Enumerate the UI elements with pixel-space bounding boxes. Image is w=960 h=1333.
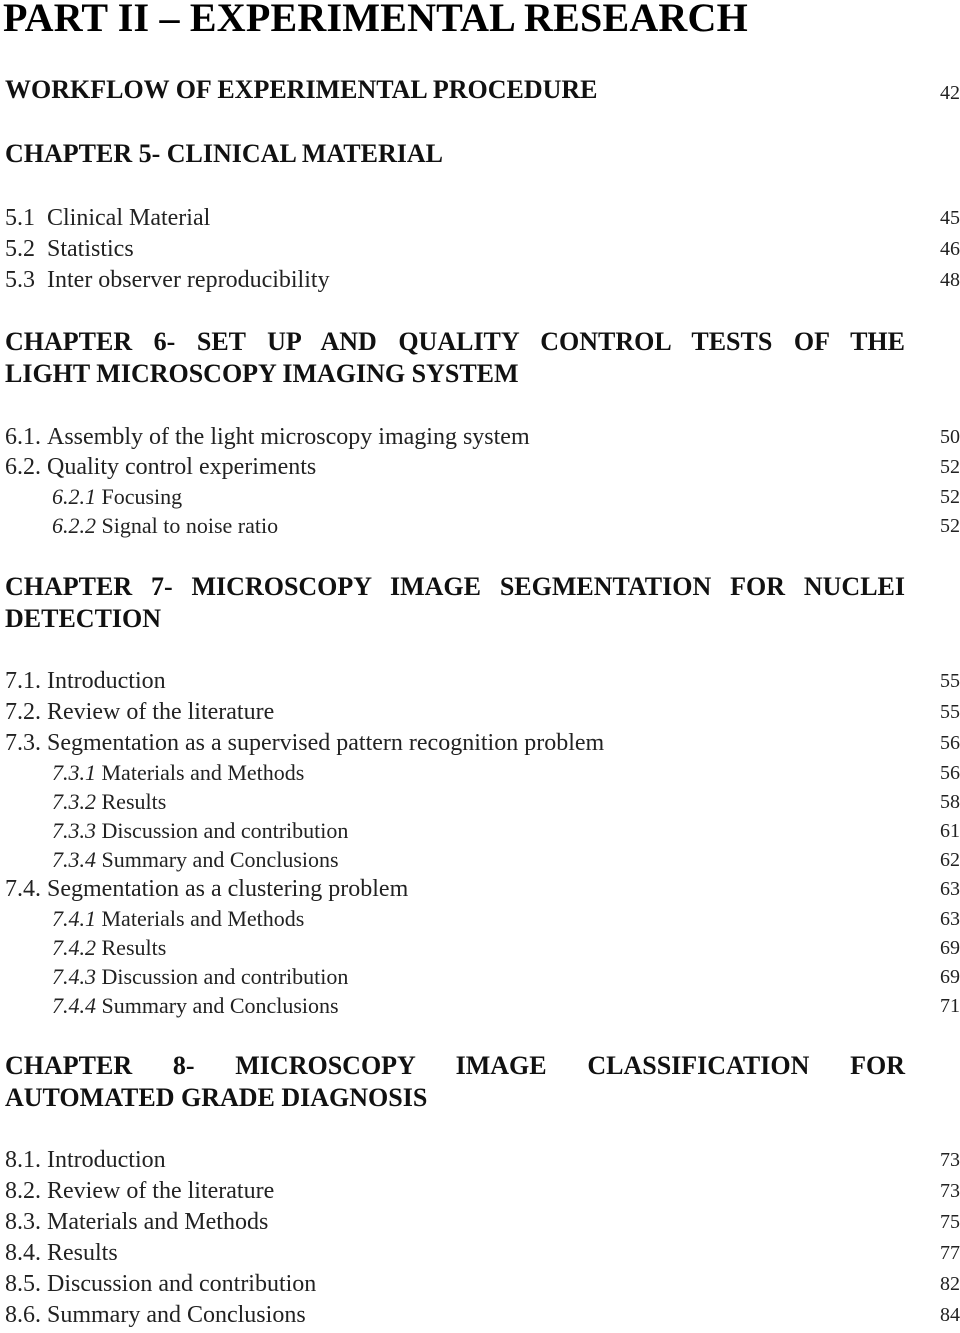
toc-entry-label: Introduction (47, 668, 166, 694)
toc-page-number: 52 (940, 515, 960, 537)
toc-page-number: 46 (940, 238, 960, 260)
toc-page-number: 82 (940, 1273, 960, 1295)
toc-entry-label: Summary and Conclusions (101, 993, 339, 1018)
toc-entry-number: 6.2.2 (52, 513, 96, 538)
toc-entry-label: Summary and Conclusions (101, 847, 339, 872)
toc-entry-label: Materials and Methods (101, 760, 305, 785)
toc-page-number: 62 (940, 849, 960, 871)
chapter-7-heading (5, 571, 905, 635)
toc-entry-number: 7.4.4 (52, 993, 96, 1018)
toc-subentry[interactable] (52, 962, 960, 992)
toc-entry-number: 8.6. (5, 1302, 41, 1328)
toc-page-number: 50 (940, 426, 960, 448)
toc-entry-number: 7.4.1 (52, 906, 96, 931)
toc-entry-label: Introduction (47, 1147, 166, 1173)
chapter-title-line-2: LIGHT MICROSCOPY IMAGING SYSTEM (5, 359, 519, 388)
chapter-title-line-2: DETECTION (5, 604, 162, 633)
toc-entry-number: 5.1 (5, 205, 35, 231)
toc-page-number: 55 (940, 670, 960, 692)
toc-page-number: 63 (940, 878, 960, 900)
toc-entry-number: 7.4.2 (52, 935, 96, 960)
toc-entry-number: 7.3.4 (52, 847, 96, 872)
toc-page-number: 75 (940, 1211, 960, 1233)
workflow-title: WORKFLOW OF EXPERIMENTAL PROCEDURE (5, 75, 598, 104)
toc-entry-label: Quality control experiments (47, 454, 317, 480)
toc-entry-number: 7.4. (5, 876, 41, 902)
toc-entry-number: 7.3.2 (52, 789, 96, 814)
chapter-6-heading (5, 326, 905, 390)
toc-subentry[interactable] (52, 933, 960, 963)
toc-entry-number: 6.2.1 (52, 484, 96, 509)
toc-entry-label: Results (101, 935, 167, 960)
toc-entry-number: 7.4.3 (52, 964, 96, 989)
toc-entry-number: 8.2. (5, 1178, 41, 1204)
toc-entry[interactable] (5, 1300, 960, 1330)
toc-entry-label: Discussion and contribution (101, 818, 349, 843)
toc-entry-label: Inter observer reproducibility (47, 267, 330, 293)
toc-subentry[interactable] (52, 904, 960, 934)
toc-subentry[interactable] (52, 482, 960, 512)
toc-entry-label: Clinical Material (47, 205, 211, 231)
toc-page-number: 52 (940, 486, 960, 508)
toc-page-number: 48 (940, 269, 960, 291)
chapter-title-line-1: CHAPTER 7- MICROSCOPY IMAGE SEGMENTATION FOR NUCLEI (5, 572, 905, 601)
toc-entry-label: Review of the literature (47, 1178, 275, 1204)
toc-entry-label: Results (101, 789, 167, 814)
toc-entry[interactable] (5, 203, 960, 233)
chapter-title: CHAPTER 5- CLINICAL MATERIAL (5, 139, 443, 168)
toc-subentry[interactable] (52, 816, 960, 846)
toc-page-number: 56 (940, 732, 960, 754)
toc-subentry[interactable] (52, 511, 960, 541)
toc-page-number: 73 (940, 1149, 960, 1171)
toc-entry-label: Segmentation as a clustering problem (47, 876, 409, 902)
toc-entry-number: 7.2. (5, 699, 41, 725)
toc-subentry[interactable] (52, 758, 960, 788)
toc-entry-number: 8.1. (5, 1147, 41, 1173)
toc-entry-label: Summary and Conclusions (47, 1302, 306, 1328)
toc-page-number: 52 (940, 456, 960, 478)
part-title: PART II – EXPERIMENTAL RESEARCH (3, 0, 748, 40)
toc-entry-number: 5.2 (5, 236, 35, 262)
toc-entry[interactable] (5, 1207, 960, 1237)
toc-entry-number: 8.4. (5, 1240, 41, 1266)
toc-subentry[interactable] (52, 845, 960, 875)
toc-entry-label: Review of the literature (47, 699, 275, 725)
toc-entry[interactable] (5, 666, 960, 696)
chapter-title-line-2: AUTOMATED GRADE DIAGNOSIS (5, 1083, 428, 1112)
toc-subentry[interactable] (52, 991, 960, 1021)
toc-entry-label: Materials and Methods (47, 1209, 269, 1235)
toc-entry[interactable] (5, 728, 960, 758)
toc-entry-label: Discussion and contribution (47, 1271, 317, 1297)
toc-page-number: 45 (940, 207, 960, 229)
toc-page-number: 71 (940, 995, 960, 1017)
toc-entry-number: 7.1. (5, 668, 41, 694)
toc-entry[interactable] (5, 234, 960, 264)
toc-page-number: 77 (940, 1242, 960, 1264)
toc-entry[interactable] (5, 1145, 960, 1175)
chapter-title-line-1: CHAPTER 8- MICROSCOPY IMAGE CLASSIFICATION FOR (5, 1051, 905, 1080)
toc-entry-number: 7.3.3 (52, 818, 96, 843)
chapter-5-heading (5, 138, 905, 170)
toc-entry[interactable] (5, 1269, 960, 1299)
toc-entry[interactable] (5, 1176, 960, 1206)
toc-entry-label: Signal to noise ratio (101, 513, 279, 538)
toc-entry-label: Segmentation as a supervised pattern recognition problem (47, 730, 605, 756)
toc-entry-number: 8.3. (5, 1209, 41, 1235)
toc-page-number: 56 (940, 762, 960, 784)
toc-page-number: 73 (940, 1180, 960, 1202)
toc-entry-label: Results (47, 1240, 118, 1266)
toc-page-number: 42 (940, 82, 960, 104)
toc-entry[interactable] (5, 452, 960, 482)
toc-entry-number: 7.3. (5, 730, 41, 756)
toc-entry-label: Assembly of the light microscopy imaging system (47, 424, 530, 450)
toc-page-number: 63 (940, 908, 960, 930)
toc-entry[interactable] (5, 1238, 960, 1268)
toc-subentry[interactable] (52, 787, 960, 817)
toc-page-number: 58 (940, 791, 960, 813)
toc-page-number: 69 (940, 937, 960, 959)
toc-entry[interactable] (5, 265, 960, 295)
chapter-8-heading (5, 1050, 905, 1114)
toc-entry[interactable] (5, 697, 960, 727)
chapter-title-line-1: CHAPTER 6- SET UP AND QUALITY CONTROL TESTS OF THE (5, 327, 905, 356)
toc-entry-label: Materials and Methods (101, 906, 305, 931)
toc-entry-number: 6.2. (5, 454, 41, 480)
toc-entry-number: 6.1. (5, 424, 41, 450)
toc-entry-label: Discussion and contribution (101, 964, 349, 989)
toc-page-number: 61 (940, 820, 960, 842)
toc-entry[interactable] (5, 422, 960, 452)
toc-page-number: 69 (940, 966, 960, 988)
toc-page-number: 84 (940, 1304, 960, 1326)
toc-page-number: 55 (940, 701, 960, 723)
toc-entry-label: Focusing (101, 484, 183, 509)
toc-entry-number: 7.3.1 (52, 760, 96, 785)
toc-entry-label: Statistics (47, 236, 134, 262)
workflow-page-row (5, 78, 960, 108)
toc-entry-number: 8.5. (5, 1271, 41, 1297)
toc-entry-number: 5.3 (5, 267, 35, 293)
toc-entry[interactable] (5, 874, 960, 904)
